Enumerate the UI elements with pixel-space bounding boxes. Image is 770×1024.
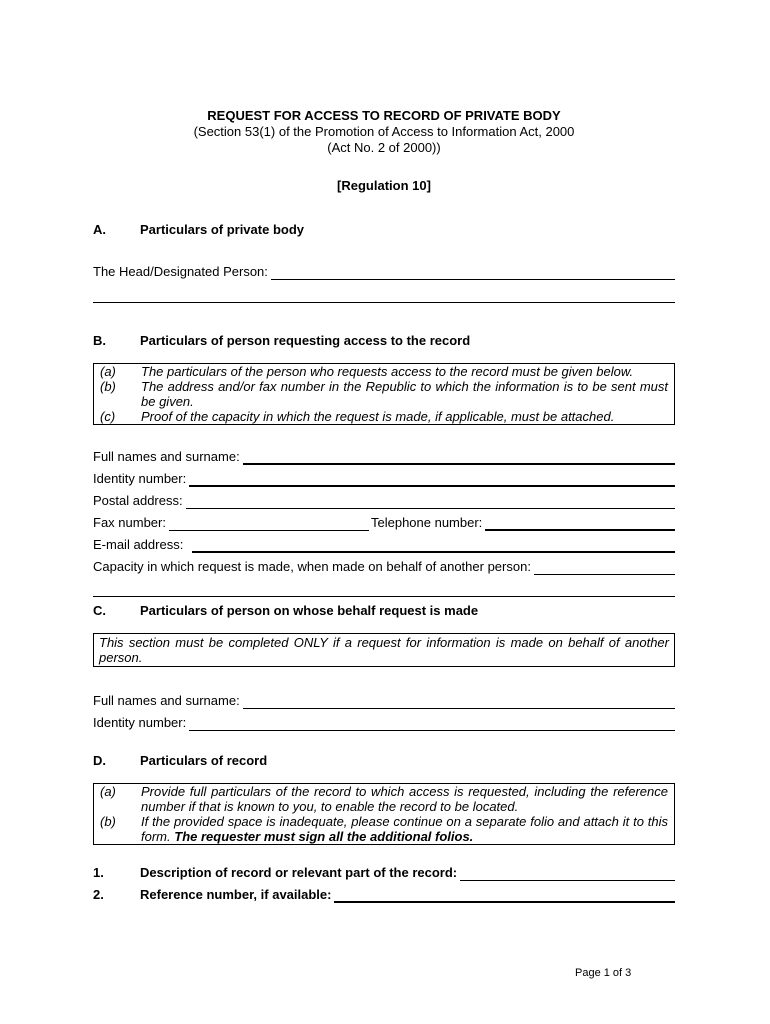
requester-capacity-field-continued[interactable] — [93, 582, 675, 597]
requester-postal-row — [93, 487, 675, 509]
page-number: Page 1 of 3 — [575, 967, 632, 979]
requester-email-label: E-mail address: — [93, 537, 184, 552]
behalf-full-names-field[interactable] — [243, 694, 675, 709]
requester-identity-field[interactable] — [189, 471, 675, 487]
note-tag: (a) — [100, 784, 116, 799]
note-tag: (b) — [100, 814, 116, 829]
section-c-title: Particulars of person on whose behalf request is made — [140, 603, 479, 618]
note-tag: (c) — [100, 409, 116, 424]
section-d-heading — [93, 753, 675, 769]
requester-email-field[interactable] — [192, 537, 675, 553]
requester-identity-row — [93, 465, 675, 487]
reference-number-label: Reference number, if available: — [140, 887, 332, 902]
section-c-heading — [93, 603, 675, 619]
requester-email-row — [93, 531, 675, 553]
form-title: REQUEST FOR ACCESS TO RECORD OF PRIVATE BODY — [207, 108, 561, 123]
section-a-letter: A. — [93, 222, 106, 237]
note-tag: (b) — [100, 379, 116, 394]
record-description-number: 1. — [93, 865, 104, 880]
section-b-title: Particulars of person requesting access to the record — [140, 333, 471, 348]
regulation-reference: [Regulation 10] — [337, 178, 431, 193]
requester-postal-label: Postal address: — [93, 493, 183, 508]
requester-capacity-label: Capacity in which request is made, when made on behalf of another person: — [93, 559, 531, 574]
section-b-note-a — [94, 364, 674, 379]
section-d-title: Particulars of record — [140, 753, 268, 768]
requester-capacity-row — [93, 553, 675, 575]
section-a-heading — [93, 222, 675, 238]
section-c-letter: C. — [93, 603, 106, 618]
section-b-note-b — [94, 379, 674, 409]
form-subtitle-2: (Act No. 2 of 2000)) — [327, 140, 441, 155]
record-description-label: Description of record or relevant part of the record: — [140, 865, 458, 880]
behalf-identity-field[interactable] — [189, 716, 675, 731]
head-designated-person-field[interactable] — [271, 265, 675, 280]
requester-fax-telephone-row — [93, 509, 675, 531]
reference-number-number: 2. — [93, 887, 104, 902]
section-c-note: This section must be completed ONLY if a request for information is made on behalf of another person. — [99, 635, 669, 665]
form-subtitle-1: (Section 53(1) of the Promotion of Access to Information Act, 2000 — [193, 124, 575, 139]
section-b-note-c — [94, 409, 674, 424]
record-description-row — [93, 859, 675, 881]
head-designated-person-row — [93, 258, 675, 280]
form-page — [93, 108, 675, 903]
requester-full-names-row — [93, 443, 675, 465]
section-a-title: Particulars of private body — [140, 222, 304, 237]
note-text: Proof of the capacity in which the request is made, if applicable, must be attached. — [141, 409, 615, 424]
section-c-instruction-box — [93, 633, 675, 667]
note-tag: (a) — [100, 364, 116, 379]
head-designated-person-field-continued[interactable] — [93, 288, 675, 303]
requester-telephone-label: Telephone number: — [370, 515, 483, 530]
requester-identity-label: Identity number: — [93, 471, 187, 486]
reference-number-field[interactable] — [334, 887, 675, 903]
reference-number-row — [93, 881, 675, 903]
section-b-letter: B. — [93, 333, 106, 348]
behalf-full-names-label: Full names and surname: — [93, 693, 240, 708]
behalf-full-names-row — [93, 687, 675, 709]
note-text-container — [141, 814, 674, 844]
note-text: Provide full particulars of the record to which access is requested, including the reference number if that is known to you, to enable the record to be located. — [141, 784, 668, 814]
behalf-identity-row — [93, 709, 675, 731]
section-d-note-b — [94, 814, 674, 844]
note-bold-text: The requester must sign all the additional folios. — [174, 829, 474, 844]
section-d-instructions-box — [93, 783, 675, 845]
section-d-note-a — [94, 784, 674, 814]
section-b-heading — [93, 333, 675, 349]
requester-fax-label: Fax number: — [93, 515, 166, 530]
requester-full-names-field[interactable] — [243, 449, 675, 465]
note-text: If the provided space is inadequate, please continue on a separate folio and attach it to this form. — [141, 814, 668, 844]
requester-postal-field[interactable] — [186, 494, 675, 509]
note-text: The particulars of the person who requests access to the record must be given below. — [141, 364, 634, 379]
head-designated-person-label: The Head/Designated Person: — [93, 264, 268, 279]
note-text: The address and/or fax number in the Republic to which the information is to be sent must be given. — [141, 379, 668, 409]
requester-fax-field[interactable] — [169, 516, 369, 531]
section-b-instructions-box — [93, 363, 675, 425]
requester-full-names-label: Full names and surname: — [93, 449, 240, 464]
requester-telephone-field[interactable] — [485, 515, 675, 531]
requester-capacity-field[interactable] — [534, 560, 675, 575]
behalf-identity-label: Identity number: — [93, 715, 187, 730]
section-d-letter: D. — [93, 753, 106, 768]
record-description-field[interactable] — [460, 866, 675, 881]
